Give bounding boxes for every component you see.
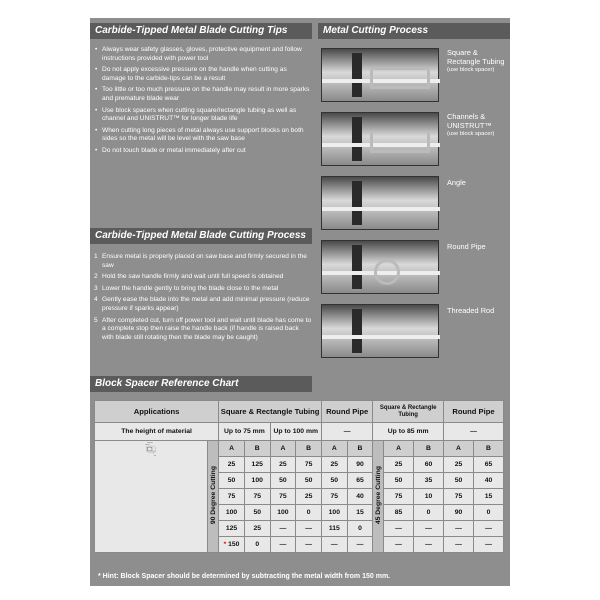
col-b: B: [244, 441, 270, 457]
height-dash-90: —: [321, 423, 372, 441]
round-pipe-90-header: Round Pipe: [321, 401, 372, 423]
cell: —: [321, 537, 347, 553]
tip-item: • Use block spacers when cutting square/rectangle tubing as well as channel and UNISTRUT™ for longer blade life: [94, 107, 312, 124]
height-dash-45: —: [444, 423, 504, 441]
cell: —: [270, 521, 296, 537]
round-pipe-45-header: Round Pipe: [444, 401, 504, 423]
photo-square-tubing: [321, 48, 439, 102]
col-b: B: [296, 441, 322, 457]
photo-threaded-rod: [321, 304, 439, 358]
col-a: A: [444, 441, 474, 457]
step-number: 1: [94, 253, 98, 260]
cell: 50: [444, 473, 474, 489]
cell: 85: [384, 505, 414, 521]
cell: 10: [414, 489, 444, 505]
photo-round-pipe: [321, 240, 439, 294]
tips-header: Carbide-Tipped Metal Blade Cutting Tips: [90, 23, 312, 39]
tip-item: • Too little or too much pressure on the handle may result in more sparks and premature blade wear: [94, 86, 312, 103]
cell: 75: [219, 489, 245, 505]
process-header: Carbide-Tipped Metal Blade Cutting Process: [90, 228, 312, 244]
cell: 100: [321, 505, 347, 521]
step-number: 2: [94, 273, 98, 281]
cell: 25: [444, 457, 474, 473]
spacer-diagram: [95, 441, 207, 456]
step-number: 5: [94, 316, 98, 324]
cell: —: [296, 521, 322, 537]
cell: —: [414, 537, 444, 553]
cell: 0: [473, 505, 503, 521]
col-a: A: [321, 441, 347, 457]
cell: —: [384, 537, 414, 553]
cell: 50: [244, 505, 270, 521]
chart-header: Block Spacer Reference Chart: [90, 376, 312, 392]
cell: 35: [414, 473, 444, 489]
cell: 65: [473, 457, 503, 473]
process-step: [94, 317, 312, 343]
square-tubing-90-header: Square & Rectangle Tubing: [219, 401, 322, 423]
cell-value: 150: [228, 541, 240, 548]
cell: 100: [244, 473, 270, 489]
photo-channels: [321, 112, 439, 166]
cell: 25: [219, 457, 245, 473]
process-step: [94, 253, 312, 270]
step-text: Gently ease the blade into the metal and add minimal pressure (reduce pressure if sparks appear): [102, 296, 310, 312]
cell: 50: [384, 473, 414, 489]
process-step: [94, 285, 312, 294]
cell: 75: [244, 489, 270, 505]
col-a: A: [384, 441, 414, 457]
cell: 75: [270, 489, 296, 505]
diagram-a-label: A: [149, 453, 151, 455]
step-number: 3: [94, 284, 98, 292]
cell: 25: [296, 489, 322, 505]
cell: 75: [296, 457, 322, 473]
cell: —: [473, 537, 503, 553]
process-step: [94, 296, 312, 313]
cell: 15: [473, 489, 503, 505]
metal-process-header: Metal Cutting Process: [318, 23, 510, 39]
height-up75: Up to 75 mm: [219, 423, 270, 441]
step-text: Lower the handle gently to bring the blade close to the metal: [102, 284, 279, 292]
col-a: A: [270, 441, 296, 457]
diagram-material-label: Material: [145, 444, 149, 446]
cell: 25: [244, 521, 270, 537]
col-b: B: [473, 441, 503, 457]
tips-list: [94, 46, 312, 159]
cell: 125: [219, 521, 245, 537]
unit-label: (mm): [154, 455, 157, 457]
cell: 50: [219, 473, 245, 489]
square-tubing-45-header: Square & Rectangle Tubing: [373, 401, 444, 423]
cell: 65: [347, 473, 373, 489]
cell: 0: [347, 521, 373, 537]
process-steps: [94, 253, 312, 345]
caption-square-tubing: Square & Rectangle Tubing (use block spacer): [447, 48, 505, 73]
tip-item: • Do not apply excessive pressure on the handle when cutting as damage to the carbide-tips can be a result: [94, 66, 312, 83]
cell: 0: [296, 505, 322, 521]
cell: 90: [347, 457, 373, 473]
cell: 50: [321, 473, 347, 489]
caption-channels: Channels & UNISTRUT™ (use block spacer): [447, 112, 495, 137]
cell: —: [384, 521, 414, 537]
tip-item: • When cutting long pieces of metal always use support blocks on both sides so the metal will be level with the saw base: [94, 127, 312, 144]
cell: —: [444, 537, 474, 553]
applications-header: Applications: [95, 401, 219, 423]
cell: 75: [384, 489, 414, 505]
col-b: B: [347, 441, 373, 457]
height-row-label: The height of material: [95, 423, 219, 441]
cell: 40: [347, 489, 373, 505]
cell: —: [414, 521, 444, 537]
tip-item: • Do not touch blade or metal immediately after cut: [94, 147, 312, 156]
diagram-block-spacer-label: Block Spacer: [147, 442, 153, 444]
cell: [219, 537, 245, 553]
group-90-cell: [208, 441, 219, 553]
cell: 90: [444, 505, 474, 521]
cell: 25: [270, 457, 296, 473]
product-sheet: [90, 18, 510, 586]
photo-angle: [321, 176, 439, 230]
diagram-b-label: B: [153, 453, 154, 455]
cell: —: [347, 537, 373, 553]
group-45-label: 45 Degree Cutting: [374, 466, 382, 525]
col-b: B: [414, 441, 444, 457]
cell: 40: [473, 473, 503, 489]
height-up100: Up to 100 mm: [270, 423, 321, 441]
cell: 100: [219, 505, 245, 521]
cell: —: [270, 537, 296, 553]
step-text: Hold the saw handle firmly and wait until full speed is obtained: [102, 273, 284, 281]
cell: 60: [414, 457, 444, 473]
tip-item: • Always wear safety glasses, gloves, protective equipment and follow instructions provided with power tool: [94, 46, 312, 63]
star-marker: *: [223, 541, 227, 548]
cell: 75: [444, 489, 474, 505]
cell: 50: [296, 473, 322, 489]
caption-angle: Angle: [447, 178, 466, 187]
cell: 25: [384, 457, 414, 473]
hint-text: * Hint: Block Spacer should be determined by subtracting the metal width from 150 mm.: [98, 573, 391, 580]
cell: 15: [347, 505, 373, 521]
cell: 50: [270, 473, 296, 489]
cell: 25: [321, 457, 347, 473]
step-text: After completed cut, turn off power tool and wait until blade has come to a complete stop then raise the handle back (if handle is raised back with blade still rotating then the blade may be caught): [102, 316, 312, 341]
cell: 100: [270, 505, 296, 521]
caption-threaded-rod: Threaded Rod: [447, 306, 495, 315]
cell: —: [473, 521, 503, 537]
block-spacer-table: [94, 400, 504, 553]
cell: —: [296, 537, 322, 553]
process-step: [94, 273, 312, 282]
caption-round-pipe: Round Pipe: [447, 242, 486, 251]
cell: 75: [321, 489, 347, 505]
cell: 125: [244, 457, 270, 473]
col-a: A: [219, 441, 245, 457]
step-text: Ensure metal is properly placed on saw base and firmly secured in the saw: [102, 253, 307, 269]
cell: 0: [414, 505, 444, 521]
cell: 0: [244, 537, 270, 553]
group-45-cell: [373, 441, 384, 553]
cell: 115: [321, 521, 347, 537]
group-90-label: 90 Degree Cutting: [209, 466, 217, 525]
spacer-diagram-cell: [95, 441, 208, 553]
cell: —: [444, 521, 474, 537]
height-up85: Up to 85 mm: [373, 423, 444, 441]
step-number: 4: [94, 296, 98, 304]
